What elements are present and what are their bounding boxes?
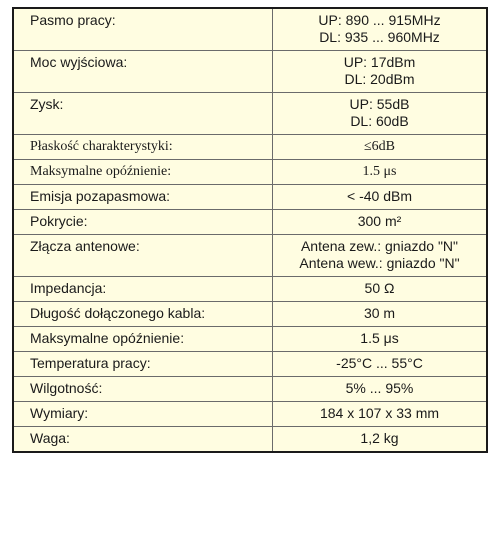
row-label: Długość dołączonego kabla: <box>13 302 273 327</box>
row-label: Waga: <box>13 427 273 453</box>
row-label: Maksymalne opóźnienie: <box>13 327 273 352</box>
row-value <box>273 327 488 352</box>
value-line: 184 x 107 x 33 mm <box>319 405 440 421</box>
row-label: Zysk: <box>13 93 273 135</box>
row-label: Wymiary: <box>13 402 273 427</box>
row-value <box>273 8 488 51</box>
row-value <box>273 352 488 377</box>
table-row <box>13 327 487 352</box>
row-label: Moc wyjściowa: <box>13 51 273 93</box>
row-value <box>273 93 488 135</box>
row-value <box>273 235 488 277</box>
table-row <box>13 93 487 135</box>
table-row <box>13 352 487 377</box>
table-row <box>13 185 487 210</box>
value-line: UP: 17dBm <box>343 54 416 70</box>
value-line: 1,2 kg <box>360 430 399 446</box>
spec-table-body <box>13 8 487 452</box>
table-row <box>13 160 487 185</box>
value-line: 1.5 μs <box>362 164 397 179</box>
row-value <box>273 185 488 210</box>
value-line: 1.5 μs <box>360 330 399 346</box>
value-line: UP: 55dB <box>349 96 410 112</box>
table-row <box>13 235 487 277</box>
row-label: Płaskość charakterystyki: <box>13 135 273 160</box>
value-line: < -40 dBm <box>347 188 412 204</box>
value-line: UP: 890 ... 915MHz <box>318 12 441 28</box>
row-label: Temperatura pracy: <box>13 352 273 377</box>
table-row <box>13 402 487 427</box>
table-row <box>13 302 487 327</box>
row-label: Emisja pozapasmowa: <box>13 185 273 210</box>
value-line: 50 Ω <box>364 280 395 296</box>
row-label: Złącza antenowe: <box>13 235 273 277</box>
row-label: Wilgotność: <box>13 377 273 402</box>
table-row <box>13 8 487 51</box>
row-label: Pasmo pracy: <box>13 8 273 51</box>
table-row <box>13 51 487 93</box>
table-row <box>13 210 487 235</box>
value-line: Antena zew.: gniazdo "N" <box>300 238 459 254</box>
value-line: -25°C ... 55°C <box>336 355 423 371</box>
spec-table <box>12 7 488 453</box>
value-line: Antena wew.: gniazdo "N" <box>299 255 460 271</box>
value-line: 300 m² <box>357 213 402 229</box>
row-value <box>273 51 488 93</box>
row-value <box>273 377 488 402</box>
value-line: 30 m <box>363 305 396 321</box>
table-row <box>13 135 487 160</box>
value-line: ≤6dB <box>363 139 396 154</box>
table-row <box>13 277 487 302</box>
row-value <box>273 402 488 427</box>
row-label: Maksymalne opóźnienie: <box>13 160 273 185</box>
row-label: Impedancja: <box>13 277 273 302</box>
row-value <box>273 210 488 235</box>
row-value <box>273 302 488 327</box>
row-value <box>273 427 488 453</box>
value-line: 5% ... 95% <box>345 380 414 396</box>
row-value <box>273 160 488 185</box>
row-value <box>273 135 488 160</box>
value-line: DL: 20dBm <box>344 71 415 87</box>
value-line: DL: 60dB <box>350 113 409 129</box>
row-value <box>273 277 488 302</box>
table-row <box>13 377 487 402</box>
value-line: DL: 935 ... 960MHz <box>319 29 440 45</box>
row-label: Pokrycie: <box>13 210 273 235</box>
table-row <box>13 427 487 453</box>
